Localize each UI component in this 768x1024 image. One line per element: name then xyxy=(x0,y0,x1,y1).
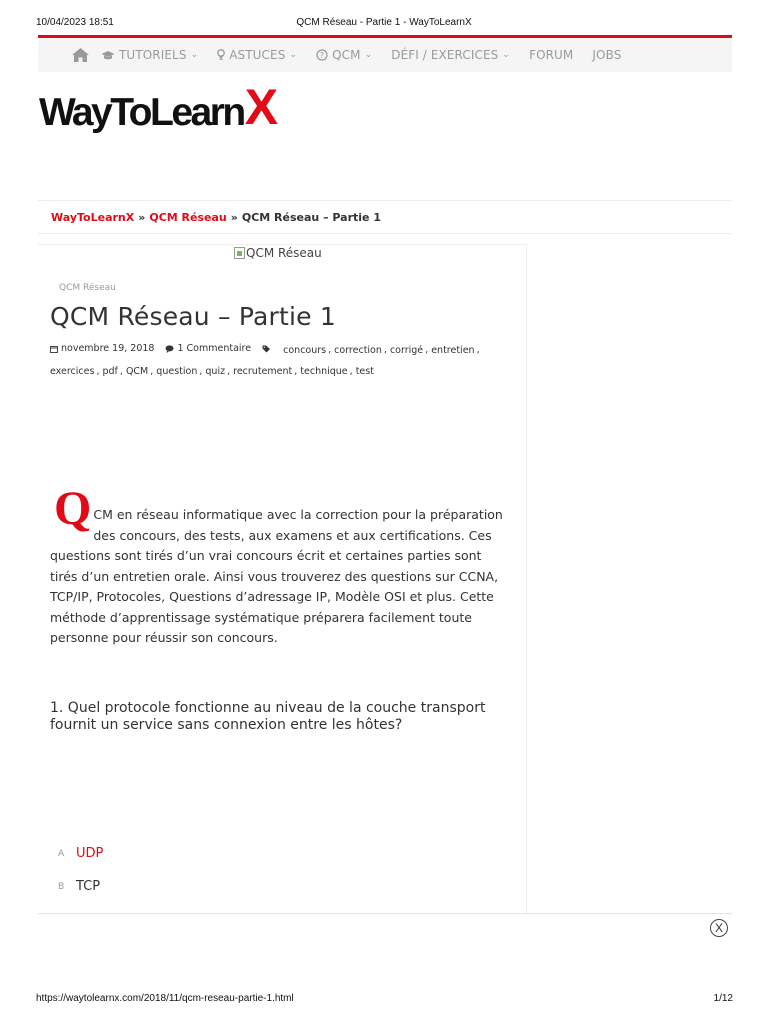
quiz-option-b[interactable] xyxy=(58,879,100,894)
post-tag[interactable]: quiz xyxy=(205,365,226,377)
print-footer xyxy=(0,993,768,1007)
post-category-link[interactable]: QCM Réseau xyxy=(59,283,116,293)
question-circle-icon xyxy=(316,49,328,61)
post-tag[interactable]: pdf xyxy=(102,365,118,377)
print-header xyxy=(0,17,768,31)
post-tag[interactable]: concours xyxy=(283,344,327,356)
nav-item-astuces[interactable] xyxy=(217,48,297,62)
breadcrumb-separator: » xyxy=(230,210,238,224)
logo-accent-x: X xyxy=(244,79,278,135)
chevron-down-icon: ⌄ xyxy=(289,50,298,60)
print-datetime: 10/04/2023 18:51 xyxy=(36,17,114,28)
post-date[interactable] xyxy=(50,338,154,359)
post-tag[interactable]: correction xyxy=(334,344,382,356)
comment-icon xyxy=(165,345,174,353)
calendar-icon xyxy=(50,345,58,353)
nav-item-jobs-label: JOBS xyxy=(592,48,622,62)
nav-item-defi-exercices[interactable] xyxy=(391,48,510,62)
quiz-question: 1. Quel protocole fonctionne au niveau de la couche transport fournit un service sans connexion entre les hôtes? xyxy=(50,700,486,733)
content-divider xyxy=(38,913,732,914)
post-meta: novembre 19, 2018 1 Commentaire concours , correction , corrigé , entretien , exercices , pdf , QCM , question , quiz , recrutement , technique , test xyxy=(50,338,500,382)
intro-text: des concours, des tests, aux examens et aux certifications. Ces questions sont tirés d’un vrai concours écrit et certaines parties sont tirés d’un entretien orale. Ainsi vous trouverez des questions sur CCNA, TCP/IP, Protocoles, Questions d’adressage IP, Modèle OSI et plus. Cette méthode d’apprentissage systématique préparera facilement toute personne pour réussir son concours. xyxy=(50,527,499,645)
breadcrumb-current: QCM Réseau – Partie 1 xyxy=(241,210,381,224)
nav-item-forum[interactable] xyxy=(529,48,573,62)
broken-image-icon xyxy=(234,247,245,259)
chevron-down-icon: ⌄ xyxy=(190,50,199,60)
breadcrumb-home-link[interactable]: WayToLearnX xyxy=(51,210,135,224)
post-intro xyxy=(50,482,512,649)
nav-item-astuces-label: ASTUCES xyxy=(229,48,286,62)
breadcrumb-separator: » xyxy=(138,210,146,224)
nav-item-forum-label: FORUM xyxy=(529,48,574,62)
nav-item-tutoriels[interactable] xyxy=(101,48,198,62)
chevron-down-icon: ⌄ xyxy=(364,50,373,60)
graduation-cap-icon xyxy=(101,50,115,61)
quiz-option-a[interactable] xyxy=(58,846,103,861)
chevron-down-icon: ⌄ xyxy=(502,50,511,60)
option-letter: A xyxy=(58,848,65,859)
nav-item-qcm[interactable] xyxy=(316,48,372,62)
option-letter: B xyxy=(58,881,65,892)
featured-image xyxy=(234,246,322,260)
post-tag[interactable]: QCM xyxy=(125,365,149,377)
option-text: UDP xyxy=(76,846,104,861)
site-logo[interactable] xyxy=(39,79,278,135)
option-text: TCP xyxy=(76,879,101,894)
intro-first-line: CM en réseau informatique avec la correction pour la préparation xyxy=(93,507,503,522)
tags-icon xyxy=(262,345,272,353)
close-ad-button[interactable]: X xyxy=(710,919,728,937)
intro-dropcap: Q xyxy=(54,482,92,535)
breadcrumb xyxy=(38,200,732,234)
print-page-number: 1/12 xyxy=(713,993,733,1004)
print-url: https://waytolearnx.com/2018/11/qcm-reseau-partie-1.html xyxy=(36,993,294,1004)
post-comments-text: 1 Commentaire xyxy=(177,343,252,354)
post-comments-link[interactable] xyxy=(165,338,251,359)
lightbulb-icon xyxy=(217,49,225,61)
post-tag[interactable]: test xyxy=(355,365,374,377)
post-tag[interactable]: technique xyxy=(300,365,348,377)
nav-item-qcm-label: QCM xyxy=(332,48,361,62)
post-tag[interactable]: entretien xyxy=(431,344,475,356)
post-tag[interactable]: exercices xyxy=(50,365,95,377)
logo-wordmark: WayToLearn xyxy=(39,91,244,134)
print-page-title: QCM Réseau - Partie 1 - WayToLearnX xyxy=(296,17,472,28)
post-tag[interactable]: corrigé xyxy=(389,344,424,356)
svg-text:?: ? xyxy=(319,51,325,60)
main-nav xyxy=(38,38,732,72)
post-tag[interactable]: question xyxy=(156,365,198,377)
post-tag[interactable]: recrutement xyxy=(233,365,293,377)
post-date-text: novembre 19, 2018 xyxy=(61,343,155,354)
nav-item-defi-exercices-label: DÉFI / EXERCICES xyxy=(391,48,499,62)
post-title: QCM Réseau – Partie 1 xyxy=(50,302,336,331)
featured-image-alt: QCM Réseau xyxy=(246,246,322,260)
home-icon[interactable] xyxy=(71,46,91,64)
post-tags-label xyxy=(262,345,275,353)
breadcrumb-section-link[interactable]: QCM Réseau xyxy=(149,210,227,224)
nav-item-tutoriels-label: TUTORIELS xyxy=(119,48,187,62)
nav-item-jobs[interactable] xyxy=(592,48,621,62)
